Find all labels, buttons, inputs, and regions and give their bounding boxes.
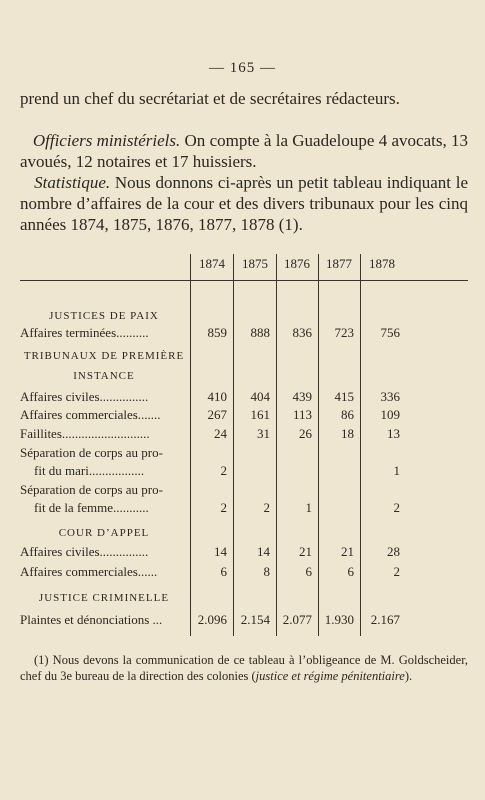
table-cell: 2 (263, 500, 270, 515)
row-label: Affaires terminées.......... (20, 325, 149, 340)
table-cell: 14 (257, 544, 270, 559)
year-header: 1876 (284, 256, 310, 271)
table-cell: 336 (380, 389, 400, 404)
table-cell: 6 (305, 564, 312, 579)
table-cell: 2 (393, 500, 400, 515)
section-heading: TRIBUNAUX DE PREMIÈRE (23, 350, 185, 362)
table-cell: 859 (207, 325, 227, 340)
table-cell: 756 (380, 325, 400, 340)
page-number: — 165 — (209, 60, 276, 76)
row-label: Faillites........................... (20, 426, 150, 441)
row-label: Affaires commerciales...... (20, 564, 158, 579)
table-cell: 28 (387, 544, 400, 559)
footnote (20, 652, 468, 684)
row-label: Séparation de corps au pro- (20, 445, 163, 460)
table-cell: 2.096 (197, 612, 227, 627)
paragraph-1: prend un chef du secrétariat et de secrétaires rédacteurs. (20, 89, 400, 108)
row-label-continued: fit de la femme........... (34, 500, 149, 515)
paragraph-officiers-heading: Officiers ministériels. (32, 131, 181, 150)
section-heading: JUSTICES DE PAIX (49, 310, 159, 322)
table-cell: 836 (292, 325, 312, 340)
table-cell: 113 (292, 407, 312, 422)
table-cell: 24 (214, 426, 227, 441)
table-cell: 6 (347, 564, 354, 579)
year-header: 1875 (242, 256, 268, 271)
year-header: 1878 (369, 256, 395, 271)
table-cell: 13 (387, 426, 400, 441)
table-cell: 2 (220, 500, 227, 515)
section-heading: INSTANCE (73, 370, 135, 382)
row-label-continued: fit du mari................. (34, 463, 145, 478)
table-cell: 14 (214, 544, 227, 559)
table-cell: 2 (220, 463, 227, 478)
table-cell: 267 (207, 407, 227, 422)
table-cell: 410 (207, 389, 227, 404)
row-label: Affaires civiles............... (20, 389, 149, 404)
table-cell: 161 (250, 407, 270, 422)
table-cell: 109 (380, 407, 400, 422)
table-cell: 2 (393, 564, 400, 579)
table-cell: 1 (305, 500, 312, 515)
row-label: Plaintes et dénonciations ... (20, 612, 163, 627)
table-cell: 31 (257, 426, 270, 441)
table-cell: 2.167 (370, 612, 400, 627)
section-heading: COUR D’APPEL (58, 527, 150, 539)
table-cell: 21 (299, 544, 312, 559)
paragraph-officiers (20, 130, 468, 172)
row-label: Affaires civiles............... (20, 544, 149, 559)
paragraph-statistique (20, 172, 468, 235)
footnote-italic: justice et régime pénitentiaire (255, 669, 405, 683)
table-cell: 723 (334, 325, 354, 340)
table-cell: 18 (341, 426, 354, 441)
table-cell: 888 (250, 325, 270, 340)
paragraph-statistique-heading: Statistique. (34, 173, 111, 192)
year-header: 1874 (199, 256, 225, 271)
section-heading: JUSTICE CRIMINELLE (38, 592, 170, 604)
table-cell: 6 (220, 564, 227, 579)
table-cell: 86 (341, 407, 354, 422)
table-cell: 404 (250, 389, 270, 404)
statistics-table (20, 252, 468, 637)
table-cell: 21 (341, 544, 354, 559)
footnote-text: (1) Nous devons la communication de ce tableau à l’obligeance de M. Goldscheider, chef du 3e bureau de la direction des colonies ( (20, 653, 468, 683)
table-cell: 439 (292, 389, 312, 404)
paragraph-officiers-body: On compte à la Guadeloupe 4 avocats, 13 avoués, 12 notaires et 17 huissiers. (20, 131, 468, 171)
table-cell: 26 (299, 426, 312, 441)
table-cell: 2.077 (282, 612, 312, 627)
table-cell: 1 (393, 463, 400, 478)
table-cell: 1.930 (324, 612, 354, 627)
row-label: Séparation de corps au pro- (20, 482, 163, 497)
table-cell: 415 (334, 389, 354, 404)
table-cell: 2.154 (240, 612, 270, 627)
header-rule (20, 280, 468, 281)
table-cell: 8 (263, 564, 270, 579)
row-label: Affaires commerciales....... (20, 407, 161, 422)
year-header: 1877 (326, 256, 352, 271)
footnote-end: ). (404, 669, 413, 683)
paragraph-statistique-body: Nous donnons ci-après un petit tableau indiquant le nombre d’affaires de la cour et des divers tribunaux pour les cinq années 1874, 1875, 1876, 1877, 1878 (1). (20, 173, 469, 234)
